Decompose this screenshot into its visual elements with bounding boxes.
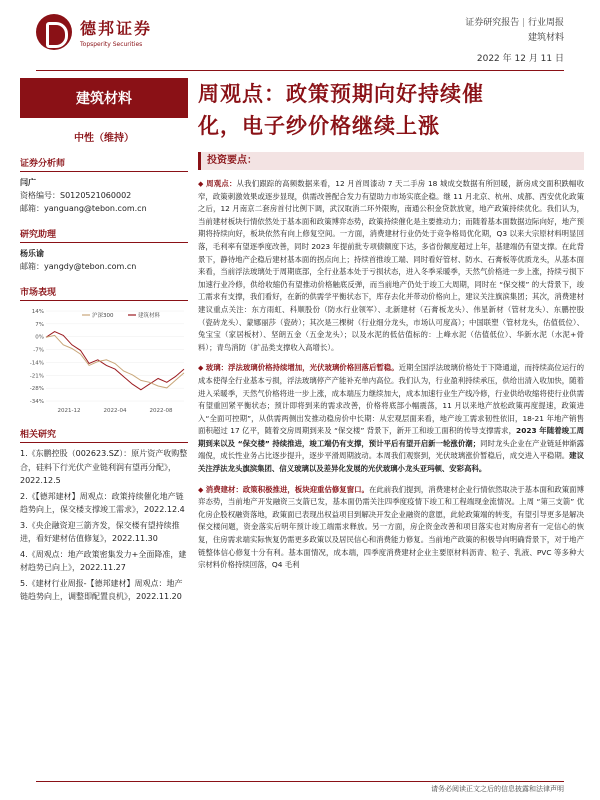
sidebar (20, 78, 188, 790)
report-title (198, 78, 584, 142)
bullet-icon: ◆ (198, 364, 204, 373)
x-tick-label: 2022-04 (103, 408, 127, 414)
analyst-cert: 资格编号：S0120521060002 (20, 191, 132, 200)
y-tick-label: -7% (33, 347, 44, 354)
logo-name-cn: 德邦证券 (80, 19, 153, 38)
series-line-1 (46, 335, 184, 388)
related-item[interactable]: 2.《【德邦建材】周观点：政策持续催化地产链趋势向上，保交楼支撑竣工需求》，2022.12.4 (20, 491, 185, 514)
company-logo (36, 14, 152, 50)
market-section-title: 市场表现 (20, 285, 188, 301)
x-tick-label: 2022-08 (149, 408, 173, 414)
paragraph-text: 同时龙头企业在产业链延伸渐露端倪，成长性业务占比逐步提升，逐步平滑周期波动。本周我们观察到，光伏玻璃涨价暂稳后，成交进入平稳期。 (198, 438, 584, 461)
related-item[interactable]: 4.《周观点：地产政策密集发力+全面降准，建材趋势已向上》，2022.11.27 (20, 549, 187, 572)
legend-label: 建筑材料 (138, 313, 161, 319)
assistant-name: 杨乐谕 (20, 249, 44, 258)
paragraph-glass (198, 362, 584, 475)
paragraph-lead: 玻璃：浮法玻璃价格持续增加，光伏玻璃价格回落后暂稳。 (205, 363, 399, 373)
y-tick-label: 0% (35, 334, 44, 341)
bullet-icon: ◆ (198, 485, 204, 494)
footer-disclaimer: 请务必阅读正文之后的信息披露和法律声明 (431, 785, 564, 793)
paragraph-bold: 2023 年随着竣工周期到来以及 “保交楼” 持续推进，竣工端仍有支撑，预计平后有望开启新一轮涨价潮； (198, 426, 584, 448)
report-title-line1: 周观点：政策预期向好持续催 (198, 81, 484, 106)
related-section-title: 相关研究 (20, 427, 188, 443)
report-type: 证券研究报告 (465, 18, 520, 28)
y-tick-label: -14% (29, 360, 44, 367)
paragraph-consumer-materials (198, 484, 584, 572)
paragraph-text: 近期全国浮法玻璃价格处于下降通道，而持续高位运行的成本使得全行业基本亏损，浮法玻璃停产产能补充单内高位。我们认为，行业盈利持续承压，供给出清入收加快，随着进入采暖季，天然气价格将进一步上涨，成本端压力继续加大，成本加速行业生产线冷修，行业供给收缩将使行业供需有望重回紧平衡状态；预计即将到来的需求改善，价格将底部小幅震荡，11 月以来地产放松政策再度提速，政策进入“全面可控期”，从供需两侧出发推动稳房价中长期：从宏观层面来看，地产竣工需求韧性依旧，18-21 年地产销售面积超过 17 亿平，随着交房周期到来及 “保交楼” 背景下，新开工和竣工面积的传导支撑需求， (198, 363, 584, 436)
assistant-info (20, 247, 188, 273)
report-date: 2022 年 12 月 11 日 (476, 54, 564, 64)
logo-mark-icon (36, 14, 72, 50)
page-header (0, 0, 600, 72)
series-line-0 (46, 332, 184, 390)
legend-label: 沪深300 (92, 313, 114, 319)
y-tick-label: -28% (29, 386, 44, 393)
y-tick-label: 14% (31, 309, 44, 315)
y-tick-label: -34% (29, 399, 44, 405)
paragraph-text: 从我们跟踪的高频数据来看，12 月首周漆动 7 天二手房 18 城成交数据有所回暖，新房成交面积跌幅收窄，政策刺激效果或逐步显现，供需改善配合发力有望助力市场实底企稳。继 11 月北京、杭州、成都、西安优化政策之后，12 月南京二套房首付比例下调，武汉取消二环外限购，南通公积金贷款放宽，地产政策持续优化。我们认为，当前建材板块行情依然处于基本面和政策博弈态势，政策持续催化是主要推动力；而随着基本面数据边际向好，地产预期将持续向好，板块依然有向上修复空间。一方面，消费建材行业仍处于竞争格局优化期，Q3 以来大宗原材料明显回落，毛利率有望逐季度改善，同时 2023 年提前批专项债额度下达，多省份额度超过上年，基建端仍有望支撑。在此背景下，静待地产企稳后建材基本面的拐点向上；持续首推竣工端、同时看好管材、防水、石膏板等优质龙头，从基本面来看，当前浮法玻璃处于周期底部，全行业基本处于亏损状态，进入冬季采暖季，天然气价格进一步上涨，持续亏损下加速行业冷修，供给收缩仍有望推动价格触底反弹，而当前地产仍处于竣工大周期，同时在 “保交楼” 的大背景下，竣工需求有支撑，我们看好，在新的供需学平衡状态下，库存去化并带动价格向上，建议关注旗滨集团；其次，消费建材建议重点关注：东方雨虹、科顺股份（防水行业领军）、北新建材（石膏板龙头）、伟星新材（管材龙头）、东鹏控股（瓷砖龙头）、蒙娜丽莎（瓷砖）；其次是三棵树（行业细分龙头，市场认可度高）；中国联塑（管材龙头，估值低位）、兔宝宝（家居板材）、坚朗五金（五金龙头）；以及水泥的低估值标的：上峰水泥（估值低位）、华新水泥（水泥+骨料）；青鸟消防（扩品类支撑收入高增长）。 (198, 179, 584, 352)
main-content (198, 78, 584, 800)
paragraph-text: 在此前我们提到，消费建材企业行情依然取决于基本面和政策面博弈态势，当前地产开发融资三支箭已发，基本面仍需关注四季度疫情下竣工和工程端现金流情况。上周 “第三支箭” 优化房企股权融资落地，政策面已表现出权益项目到解决开发企业融资的意愿，此轮政策端的转变，有望引导更多是解决保交楼问题，资金落实后明年预计竣工端需求释放。另一方面，房企资金改善和项目落实也对购房者有一定信心的恢复，住房需求端实际恢复仍需更多政策以及居民信心和消费能力修复。当前地产政策的积极导向明确背景下，对于地产链整体信心修复十分有利。基本面情况，成本端，四季度消费建材企业主要原材料沥青、粒子、乳液、PVC 等多种大宗材料价格持续回落，Q4 毛利 (198, 484, 584, 570)
paragraph-lead: 消费建材：政策积极推进，板块迎重估修复窗口。 (205, 484, 369, 494)
related-item[interactable]: 5.《建材行业周报-【德邦建材】周观点：地产链趋势向上，调整即配置良机》，2022.11.20 (20, 578, 183, 601)
analyst-info (20, 176, 188, 215)
report-meta: 证券研究报告 | 行业周报 建筑材料 2022 年 12 月 11 日 (465, 16, 564, 67)
market-chart-svg (20, 307, 188, 415)
related-item[interactable]: 1.《东鹏控股（002623.SZ）：原片资产收购整合，硅料下行光伏产业链利润有望再分配》，2022.12.5 (20, 449, 188, 485)
report-subtype: 行业周报 (527, 18, 564, 28)
key-points-header: 投资要点： (198, 152, 584, 170)
logo-name-en: Topsperity Securities (80, 41, 143, 48)
rating-label: 中性（维持） (74, 133, 134, 144)
related-list (20, 447, 188, 604)
header-divider (36, 70, 564, 71)
bullet-icon: ◆ (198, 180, 204, 188)
assistant-email[interactable]: 邮箱：yangdy@tebon.com.cn (20, 262, 137, 271)
report-industry: 建筑材料 (527, 33, 564, 43)
report-title-line2: 化，电子纱价格继续上涨 (198, 113, 440, 138)
y-tick-label: -21% (29, 373, 44, 380)
industry-category-box: 建筑材料 (20, 78, 188, 118)
analyst-name: 闫广 (20, 178, 36, 187)
analyst-section-title: 证券分析师 (20, 156, 188, 172)
paragraph-lead: 周观点： (206, 179, 237, 188)
market-chart (20, 307, 188, 415)
x-tick-label: 2021-12 (57, 408, 81, 414)
paragraph-weekly-view (198, 178, 584, 354)
assistant-section-title: 研究助理 (20, 227, 188, 243)
analyst-email[interactable]: 邮箱：yanguang@tebon.com.cn (20, 204, 147, 213)
paragraph-bold: 建议关注浮法龙头旗滨集团、信义玻璃以及差异化发展的光伏玻璃小龙头亚玛顿、安彩高科。 (198, 451, 584, 474)
related-item[interactable]: 3.《央企融资迎三箭齐发，保交楼有望持续推进，看好建材估值修复》，2022.11.30 (20, 520, 180, 543)
y-tick-label: 7% (35, 321, 44, 328)
footer-divider (36, 781, 564, 782)
